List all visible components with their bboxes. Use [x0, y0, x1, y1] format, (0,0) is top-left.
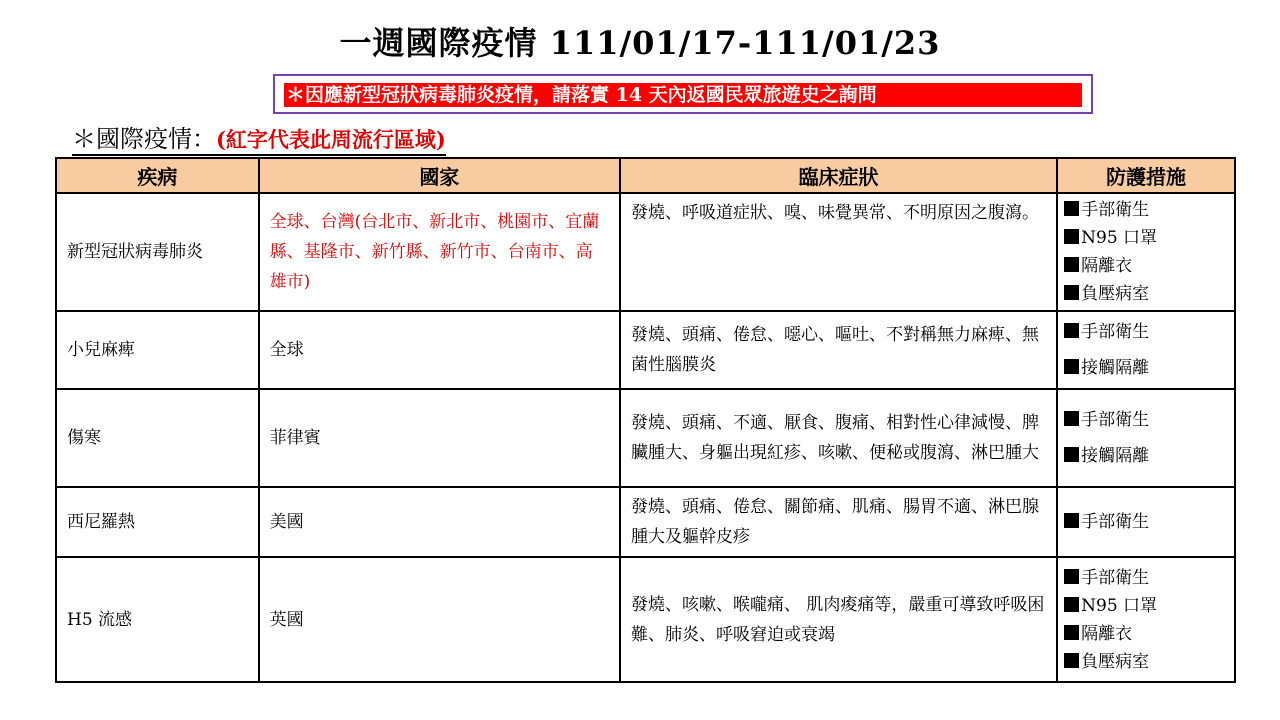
- protection-item: 接觸隔離: [1064, 442, 1228, 470]
- protection-item: 手部衛生: [1064, 508, 1228, 536]
- protection-item: 手部衛生: [1064, 564, 1228, 592]
- symptoms-cell: 發燒、咳嗽、喉嚨痛、 肌肉痠痛等，嚴重可導致呼吸困難、肺炎、呼吸窘迫或衰竭: [620, 557, 1057, 682]
- header-protection: 防護措施: [1057, 158, 1235, 193]
- table-row: [56, 193, 1235, 311]
- protection-item: 手部衛生: [1064, 406, 1228, 434]
- table-row: [56, 311, 1235, 389]
- protection-cell: [1057, 193, 1235, 311]
- protection-item: N95 口罩: [1064, 224, 1228, 252]
- protection-item: N95 口罩: [1064, 592, 1228, 620]
- symptoms-cell: 發燒、頭痛、不適、厭食、腹痛、相對性心律減慢、脾臟腫大、身軀出現紅疹、咳嗽、便秘或腹瀉、淋巴腫大: [620, 389, 1057, 487]
- disease-cell: 新型冠狀病毒肺炎: [56, 193, 259, 311]
- country-cell: 全球: [259, 311, 620, 389]
- protection-item: 手部衛生: [1064, 318, 1228, 346]
- epidemic-table: [55, 157, 1236, 683]
- protection-item: 接觸隔離: [1064, 354, 1228, 382]
- disease-cell: 傷寒: [56, 389, 259, 487]
- header-symptoms: 臨床症狀: [620, 158, 1057, 193]
- table-row: [56, 557, 1235, 682]
- country-cell: 全球、台灣(台北市、新北市、桃園市、宜蘭縣、基隆市、新竹縣、新竹市、台南市、高雄市): [259, 193, 620, 311]
- protection-item: 隔離衣: [1064, 252, 1228, 280]
- page-title: 一週國際疫情 111/01/17-111/01/23: [339, 24, 941, 62]
- section-label: ＊國際疫情：: [72, 125, 216, 153]
- protection-cell: [1057, 557, 1235, 682]
- notice-box: [273, 74, 1093, 114]
- protection-cell: [1057, 311, 1235, 389]
- country-cell: 美國: [259, 487, 620, 557]
- protection-item: 手部衛生: [1064, 196, 1228, 224]
- disease-cell: H5 流感: [56, 557, 259, 682]
- country-cell: 菲律賓: [259, 389, 620, 487]
- protection-cell: [1057, 487, 1235, 557]
- protection-item: 負壓病室: [1064, 648, 1228, 676]
- table-header-row: [56, 158, 1235, 193]
- header-disease: 疾病: [56, 158, 259, 193]
- protection-item: 負壓病室: [1064, 280, 1228, 308]
- country-cell: 英國: [259, 557, 620, 682]
- symptoms-cell: 發燒、頭痛、倦怠、關節痛、肌痛、腸胃不適、淋巴腺腫大及軀幹皮疹: [620, 487, 1057, 557]
- section-heading: [72, 125, 446, 156]
- protection-item: 隔離衣: [1064, 620, 1228, 648]
- table-row: [56, 487, 1235, 557]
- table-row: [56, 389, 1235, 487]
- symptoms-cell: 發燒、呼吸道症狀、嗅、味覺異常、不明原因之腹瀉。: [620, 193, 1057, 311]
- notice-banner: [284, 83, 1082, 107]
- symptoms-cell: 發燒、頭痛、倦怠、噁心、嘔吐、不對稱無力麻痺、無菌性腦膜炎: [620, 311, 1057, 389]
- header-country: 國家: [259, 158, 620, 193]
- section-hint: (紅字代表此周流行區域): [216, 127, 446, 152]
- disease-cell: 小兒麻痺: [56, 311, 259, 389]
- notice-text: ＊因應新型冠狀病毒肺炎疫情，請落實 14 天內返國民眾旅遊史之詢問: [286, 84, 877, 106]
- protection-cell: [1057, 389, 1235, 487]
- disease-cell: 西尼羅熱: [56, 487, 259, 557]
